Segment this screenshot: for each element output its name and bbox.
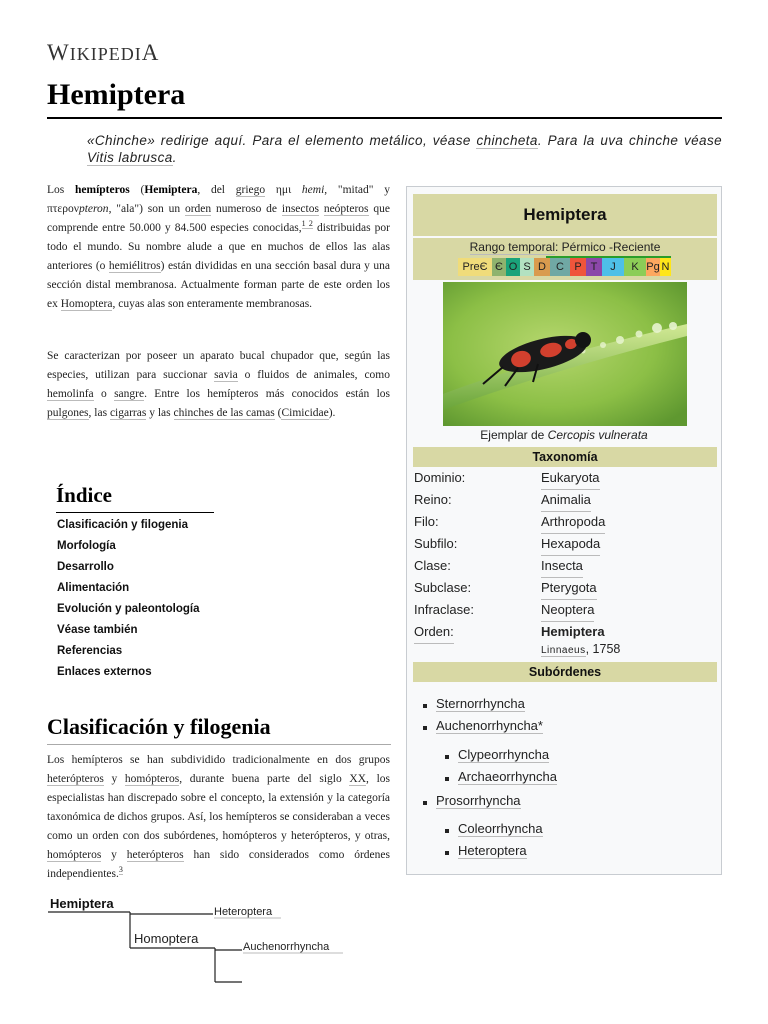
link-homoptera[interactable]: Homoptera xyxy=(60,298,113,310)
link-orden[interactable]: orden xyxy=(184,203,212,215)
suborder-link[interactable]: Coleorrhyncha xyxy=(458,821,543,836)
toc-item[interactable]: Alimentación xyxy=(57,582,130,594)
taxonomy-row xyxy=(414,621,718,643)
taxobox-title: Hemiptera xyxy=(413,194,717,236)
logo-last-letter: A xyxy=(141,40,160,65)
link-rango-temporal[interactable]: Rango temporal xyxy=(469,240,555,254)
clado-leaf-heteroptera[interactable]: Heteroptera xyxy=(214,906,273,918)
wikipedia-logo[interactable] xyxy=(47,40,159,66)
link-chinches[interactable]: chinches de las camas xyxy=(173,407,275,419)
page-title: Hemiptera xyxy=(47,78,186,111)
bullet xyxy=(445,851,449,855)
timeline-period[interactable]: O xyxy=(506,258,520,276)
time-range-label: Rango temporal: Pérmico -Reciente xyxy=(469,240,661,254)
specimen-photo[interactable] xyxy=(443,282,687,426)
bold-term: Hemiptera xyxy=(144,184,198,196)
rank-label: Subclase: xyxy=(414,580,472,595)
link-homopteros[interactable]: homópteros xyxy=(124,773,180,785)
rank-label: Filo: xyxy=(414,514,439,529)
authority-link[interactable]: Linnaeus xyxy=(541,645,586,656)
toc-item[interactable]: Desarrollo xyxy=(57,561,114,573)
clado-leaf-auchenorrhyncha[interactable]: Auchenorrhyncha xyxy=(243,941,330,953)
taxonomy-row xyxy=(414,467,718,489)
suborder-link[interactable]: Prosorrhyncha xyxy=(436,793,521,808)
logo-middle: IKIPEDI xyxy=(69,44,142,64)
taxobox xyxy=(406,186,722,875)
timeline-period[interactable]: S xyxy=(520,258,534,276)
hatnote-text: . Para la uva chinche véase xyxy=(537,133,722,148)
taxonomy-row xyxy=(414,555,718,577)
rank-label: Infraclase: xyxy=(414,602,474,617)
taxon-link[interactable]: Pterygota xyxy=(541,577,597,600)
link-neopteros[interactable]: neópteros xyxy=(323,203,369,215)
taxon-authority: Linnaeus, 1758 xyxy=(541,642,621,656)
timeline-period[interactable]: N xyxy=(660,258,671,276)
rank-label: Dominio: xyxy=(414,470,466,485)
timeline-period[interactable]: P xyxy=(570,258,586,276)
link-hemielitros[interactable]: hemiélitros xyxy=(108,260,161,272)
title-divider xyxy=(47,117,722,119)
toc-item[interactable]: Clasificación y filogenia xyxy=(57,519,189,531)
link-sangre[interactable]: sangre xyxy=(114,388,145,400)
taxon-link[interactable]: Eukaryota xyxy=(541,467,600,490)
link-savia[interactable]: savia xyxy=(214,369,238,381)
photo-caption: Ejemplar de Cercopis vulnerata xyxy=(480,428,648,442)
bullet xyxy=(445,777,449,781)
link-pulgones[interactable]: pulgones xyxy=(47,407,89,419)
bullet xyxy=(423,704,427,708)
clado-root-label: Hemiptera xyxy=(50,896,114,911)
timeline-period[interactable]: D xyxy=(534,258,550,276)
taxonomy-row xyxy=(414,577,718,599)
taxonomy-row xyxy=(414,533,718,555)
toc-item[interactable]: Morfología xyxy=(57,540,116,552)
taxon-link[interactable]: Hexapoda xyxy=(541,533,600,556)
suborders-heading: Subórdenes xyxy=(413,662,717,682)
bullet xyxy=(445,829,449,833)
reference-link[interactable]: 1 2 xyxy=(301,219,313,229)
link-cigarras[interactable]: cigarras xyxy=(109,407,147,419)
rank-label: Reino: xyxy=(414,492,452,507)
taxonomy-row xyxy=(414,511,718,533)
intro-paragraph-1: Los hemípteros (Hemiptera, del griego ημι hemi, "mitad" y πτερονpteron, "ala") son un orden numeroso de insectos neópteros que comprende entre 50.000 y 84.500 especies conocidas,$^{1 2}$ distribuidas por todo el mundo. Su nombre alude a que en muchos de ellos las alas anteriores (o hemiélitros) están divididas en una sección basal dura y una sección distal membranosa. Actualmente forman parte de este orden los ex Homoptera, cuyas alas son enteramente membranosas. xyxy=(47,184,391,310)
link-hemolinfa[interactable]: hemolinfa xyxy=(47,388,94,400)
timeline-period[interactable]: PreЄ xyxy=(458,258,492,276)
rank-label: Clase: xyxy=(414,558,451,573)
section-divider xyxy=(47,744,391,745)
toc-divider xyxy=(56,512,214,513)
taxon-link[interactable]: Insecta xyxy=(541,555,583,578)
clado-node-homoptera: Homoptera xyxy=(134,931,199,946)
taxon-link[interactable]: Neoptera xyxy=(541,599,594,622)
section-paragraph: Los hemípteros se han subdividido tradicionalmente en dos grupos heterópteros y homópteros, durante buena parte del siglo XX, los especialistas han discrepado sobre el concepto, la extensión y la categoría taxonómica de dichos grupos. Así, los hemípteros se consideraban a veces como un orden con dos subórdenes, homópteros y heterópteros, y otras, homópteros y heterópteros han sido considerados como órdenes independientes.$^3$ xyxy=(47,754,391,880)
link-griego[interactable]: griego xyxy=(235,184,266,196)
taxon-link[interactable]: Arthropoda xyxy=(541,511,605,534)
hatnote-text: «Chinche» redirige aquí. Para el elemento metálico, véase xyxy=(87,133,477,148)
intro-paragraph-2: Se caracterizan por poseer un aparato bucal chupador que, según las especies, utilizan para succionar savia o fluidos de animales, como hemolinfa o sangre. Entre los hemípteros más conocidos están los pulgones, las cigarras y las chinches de las camas (Cimicidae). xyxy=(47,350,390,419)
suborder-link[interactable]: Heteroptera xyxy=(458,843,527,858)
timeline-period[interactable]: Pg xyxy=(646,258,660,276)
link-homopteros-2[interactable]: homópteros xyxy=(47,849,102,861)
timeline-period[interactable]: K xyxy=(624,258,646,276)
suborder-link[interactable]: Archaeorrhyncha xyxy=(458,769,557,784)
taxon-current: Hemiptera xyxy=(541,624,605,639)
link-cimicidae[interactable]: Cimicidae xyxy=(281,407,329,419)
taxonomy-row xyxy=(414,599,718,621)
link-heteropteros-2[interactable]: heterópteros xyxy=(126,849,184,861)
link-heteropteros[interactable]: heterópteros xyxy=(47,773,104,785)
link-insectos[interactable]: insectos xyxy=(281,203,319,215)
timeline-period[interactable]: Є xyxy=(492,258,506,276)
timeline-range-bar xyxy=(546,256,671,258)
reference-link[interactable]: 3 xyxy=(118,865,123,875)
geologic-timeline xyxy=(458,258,671,276)
link-siglo-xx[interactable]: XX xyxy=(349,773,367,785)
toc-item[interactable]: Enlaces externos xyxy=(57,666,152,678)
rank-label: Subfilo: xyxy=(414,536,458,551)
cladogram xyxy=(40,890,380,1000)
toc-title: Índice xyxy=(56,483,113,507)
time-range xyxy=(413,238,717,280)
timeline-period[interactable]: C xyxy=(550,258,570,276)
timeline-period[interactable]: J xyxy=(602,258,624,276)
toc-item[interactable]: Véase también xyxy=(57,624,138,636)
timeline-period[interactable]: T xyxy=(586,258,602,276)
suborder-link[interactable]: Sternorrhyncha xyxy=(436,696,525,711)
logo-first-letter: W xyxy=(47,40,70,65)
bullet xyxy=(423,801,427,805)
taxonomy-heading: Taxonomía xyxy=(413,447,717,467)
bullet xyxy=(445,755,449,759)
toc-item[interactable]: Evolución y paleontología xyxy=(57,603,200,615)
toc-item[interactable]: Referencias xyxy=(57,645,123,657)
hatnote-text: . xyxy=(172,150,177,165)
suborder-link[interactable]: Clypeorrhyncha xyxy=(458,747,550,762)
hatnote-link-chincheta[interactable]: chincheta xyxy=(476,133,538,148)
hatnote-link-vitis[interactable]: Vitis labrusca xyxy=(87,150,173,165)
bold-term: hemípteros xyxy=(75,184,130,196)
rank-label-orden[interactable]: Orden: xyxy=(414,621,454,644)
taxonomy-row xyxy=(414,489,718,511)
bullet xyxy=(423,726,427,730)
suborder-link[interactable]: Auchenorrhyncha* xyxy=(436,718,543,733)
section-heading-clasificacion: Clasificación y filogenia xyxy=(47,714,271,739)
taxon-link[interactable]: Animalia xyxy=(541,489,591,512)
hatnote xyxy=(87,132,722,166)
